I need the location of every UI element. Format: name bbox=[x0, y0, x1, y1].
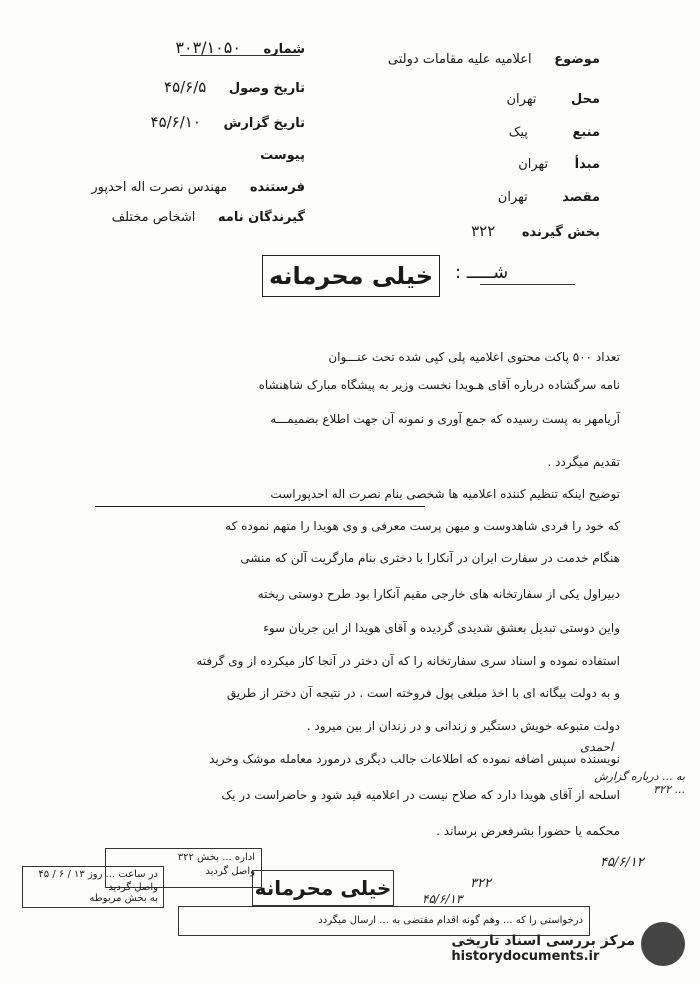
body-line-10: استفاده نموده و اسناد سری سفارتخانه را که آن دختر در آنجا کار میکرده از وی گرفته bbox=[196, 654, 620, 668]
sender-value: مهندس نصرت اله احدپور bbox=[91, 180, 228, 195]
received-stamp-b-line1: در ساعت ... روز ۱۳ / ۶ / ۴۵ bbox=[38, 869, 158, 880]
receiving-dept-field bbox=[471, 222, 600, 240]
routing-strip bbox=[178, 906, 590, 936]
classification-stamp-2-text: خیلی محرمانه bbox=[254, 876, 392, 900]
origin-value: تهران bbox=[518, 157, 549, 172]
body-line-4: تقدیم میگردد . bbox=[547, 455, 620, 469]
body-line-12: دولت متبوعه خویش دستگیر و زندانی و در زندان از بین میرود . bbox=[306, 719, 620, 733]
routing-strip-text: درخواستی را که ... وهم گونه اقدام مقتضی به ... ارسال میگردد bbox=[318, 915, 583, 926]
classification-stamp-2 bbox=[252, 870, 394, 906]
destination-value: تهران bbox=[497, 190, 528, 205]
body-line-5: توضیح اینکه تنظیم کننده اعلامیه ها شخصی بنام نصرت اله احدپوراست bbox=[270, 487, 620, 501]
sender-label: فرستنده bbox=[249, 180, 305, 195]
subject-value: اعلامیه علیه مقامات دولتی bbox=[387, 52, 532, 67]
recipients-label: گیرندگان نامه bbox=[217, 210, 305, 225]
body-line-8: دبیراول یکی از سفارتخانه های خارجی مقیم آنکارا بود طرح دوستی ریخته bbox=[257, 587, 620, 601]
watermark-title: مرکز بررسی اسناد تاریخی bbox=[451, 933, 635, 949]
received-date-value: ۴۵/۶/۵ bbox=[164, 78, 207, 96]
source-value: پیک bbox=[508, 125, 528, 140]
recipients-field bbox=[112, 210, 305, 225]
body-line-9: واین دوستی تبدیل بعشق شدیدی گردیده و آقای هویدا از این جریان سوء bbox=[263, 621, 620, 635]
received-stamp-a-line1: اداره ... بخش ۳۲۲ bbox=[177, 852, 255, 863]
source-label: منبع bbox=[572, 125, 600, 140]
destination-label: مقصد bbox=[562, 190, 600, 205]
handwritten-note-2: به ... درباره گزارش ... ۳۲۲ bbox=[594, 770, 685, 796]
handwritten-note-1: احمدی bbox=[580, 740, 614, 754]
classification-label: شـــــ : bbox=[455, 262, 509, 283]
report-date-field bbox=[151, 113, 305, 131]
body-line-3: آریامهر به پست رسیده که جمع آوری و نمونه آن جهت اطلاع بضمیمـــه bbox=[270, 412, 620, 426]
place-value: تهران bbox=[506, 92, 537, 107]
receiving-dept-label: بخش گیرنده bbox=[521, 225, 600, 240]
received-stamp-b-line3: به بخش مربوطه bbox=[89, 893, 158, 904]
received-stamp-a-line2: واصل گردید bbox=[205, 866, 255, 877]
destination-field bbox=[498, 190, 600, 205]
classification-underline bbox=[480, 284, 575, 285]
body-line-7: هنگام خدمت در سفارت ایران در آنکارا با دختری بنام مارگریت آلن که منشی bbox=[240, 551, 620, 565]
report-date-label: تاریخ گزارش bbox=[223, 116, 305, 131]
classification-stamp bbox=[262, 255, 440, 297]
handwritten-note-4: ۴۵/۶/۱۳ bbox=[422, 892, 463, 906]
body-line-13: نویسنده سپس اضافه نموده که اطلاعات جالب دیگری درمورد معامله موشک وخرید bbox=[209, 752, 620, 766]
watermark-url: historydocuments.ir bbox=[451, 949, 600, 964]
attachment-label: پیوست bbox=[260, 148, 305, 163]
body-line-6: که خود را فردی شاهدوست و میهن پرست معرفی و وی هویدا را متهم نموده که bbox=[225, 519, 620, 533]
attachment-field bbox=[260, 148, 305, 163]
origin-label: مبدأ bbox=[574, 157, 600, 172]
number-underline bbox=[180, 55, 300, 56]
sender-field bbox=[91, 180, 305, 195]
body-line-2: نامه سرگشاده درباره آقای هـویدا نخست وزیر به پیشگاه مبارک شاهنشاه bbox=[258, 378, 620, 392]
recipients-value: اشخاص مختلف bbox=[111, 210, 196, 225]
body-line-15: محکمه یا حضورا بشرفعرض برساند . bbox=[436, 824, 620, 838]
body-line-11: و به دولت بیگانه ای با اخذ مبلغی پول فروخته است . در نتیجه آن دختر از طریق bbox=[226, 686, 620, 700]
report-date-value: ۴۵/۶/۱۰ bbox=[150, 113, 201, 131]
place-label: محل bbox=[570, 92, 600, 107]
handwritten-note-3: ۴۵/۶/۱۲ bbox=[600, 855, 644, 870]
number-value: ۳۰۳/۱۰۵۰ bbox=[175, 38, 241, 57]
received-stamp-b bbox=[22, 866, 164, 908]
subject-label: موضوع bbox=[554, 52, 600, 67]
classification-stamp-text: خیلی محرمانه bbox=[268, 262, 434, 290]
subject-field bbox=[388, 52, 600, 67]
source-field bbox=[509, 125, 600, 140]
received-date-label: تاریخ وصول bbox=[228, 81, 305, 96]
place-field bbox=[506, 92, 600, 107]
body-line-1: تعداد ۵۰۰ پاکت محتوی اعلامیه پلی کپی شده تحت عنـــوان bbox=[328, 350, 620, 364]
received-stamp-b-line2: واصل گردید bbox=[108, 882, 158, 893]
number-label: شماره bbox=[263, 42, 305, 57]
body-line-14: اسلحه از آقای هویدا دارد که صلاح نیست در اعلامیه قید شود و حاضراست در یک bbox=[221, 788, 620, 802]
body-underline bbox=[95, 506, 425, 507]
origin-field bbox=[518, 157, 600, 172]
watermark bbox=[451, 933, 635, 964]
receiving-dept-value: ۳۲۲ bbox=[471, 222, 496, 240]
received-date-field bbox=[164, 78, 305, 96]
watermark-logo-icon bbox=[641, 922, 685, 966]
handwritten-note-5: ۳۲۲ bbox=[470, 876, 491, 891]
